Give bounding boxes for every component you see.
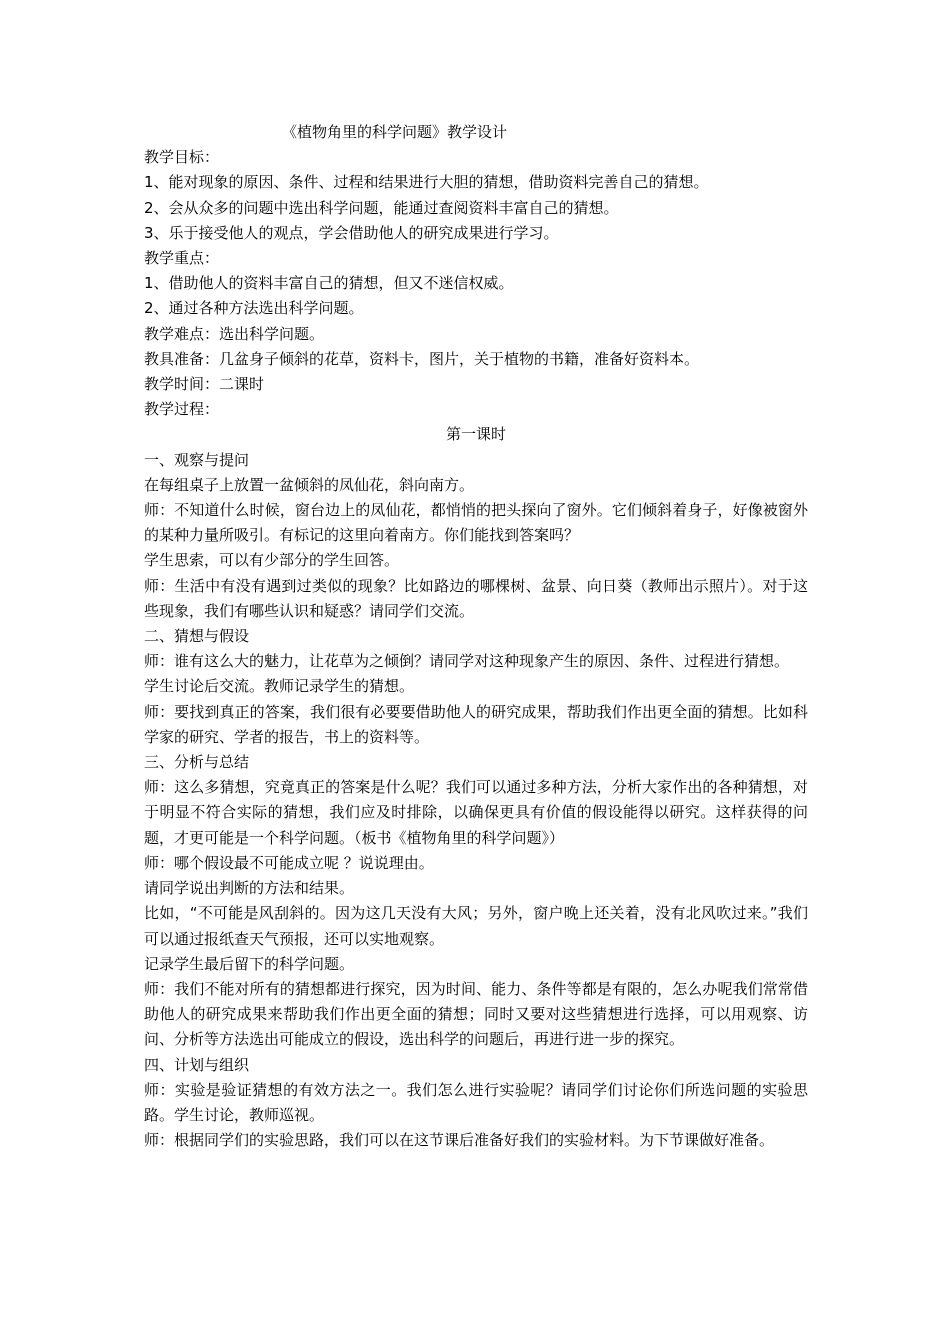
section-3-paragraph: 师：哪个假设最不可能成立呢 ？说说理由。 [144,853,434,872]
key-point-1: 1、借助他人的资料丰富自己的猜想，但又不迷信权威。 [144,274,514,293]
goal-item-1: 1、能对现象的原因、条件、过程和结果进行大胆的猜想，借助资料完善自己的猜想。 [144,173,709,192]
section-3-heading: 三、分析与总结 [144,753,250,772]
section-1-heading: 一、观察与提问 [144,450,250,469]
section-2-paragraph: 师：要找到真正的答案，我们很有必要要借助他人的研究成果，帮助我们作出更全面的猜想。比如科学家的研究、学者的报告，书上的资料等。 [144,702,808,746]
goal-item-2: 2、会从众多的问题中选出科学问题，能通过查阅资料丰富自己的猜想。 [144,198,619,217]
goal-item-3: 3、乐于接受他人的观点，学会借助他人的研究成果进行学习。 [144,223,559,242]
key-point-2: 2、通过各种方法选出科学问题。 [144,299,364,318]
section-3-paragraph: 比如，“不可能是风刮斜的。因为这几天没有大风；另外，窗户晚上还关着，没有北风吹过来。”我们可以通过报纸查天气预报，还可以实地观察。 [144,904,808,948]
section-2-heading: 二、猜想与假设 [144,627,250,646]
section-3-paragraph: 请同学说出判断的方法和结果。 [144,879,355,898]
document-title: 《植物角里的科学问题》教学设计 [282,123,508,141]
section-1-paragraph: 师：生活中有没有遇到过类似的现象？比如路边的哪棵树、盆景、向日葵（教师出示照片）。对于这些现象，我们有哪些认识和疑惑？请同学们交流。 [144,576,808,620]
document-body [144,120,808,1153]
section-4-paragraph: 师：实验是验证猜想的有效方法之一。我们怎么进行实验呢？请同学们讨论你们所选问题的实验思路。学生讨论，教师巡视。 [144,1080,808,1124]
process-heading: 教学过程： [144,400,220,419]
section-3-paragraph: 记录学生最后留下的科学问题。 [144,954,355,973]
section-1-paragraph: 在每组桌子上放置一盆倾斜的凤仙花，斜向南方。 [144,475,475,494]
section-1-paragraph: 学生思索，可以有少部分的学生回答。 [144,551,400,570]
section-4-paragraph: 师：根据同学们的实验思路，我们可以在这节课后准备好我们的实验材料。为下节课做好准备。 [144,1131,775,1150]
section-2-paragraph: 学生讨论后交流。教师记录学生的猜想。 [144,677,415,696]
time-line: 教学时间：二课时 [144,375,265,394]
difficulty-line: 教学难点：选出科学问题。 [144,324,325,343]
section-3-paragraph: 师：我们不能对所有的猜想都进行探究，因为时间、能力、条件等都是有限的，怎么办呢我们常常借助他人的研究成果来帮助我们作出更全面的猜想；同时又要对这些猜想进行选择，可以用观察、访问、分析等方法选出可能成立的假设，选出科学的问题后，再进行进一步的探究。 [144,979,808,1049]
materials-line: 教具准备：几盆身子倾斜的花草，资料卡，图片，关于植物的书籍，准备好资料本。 [144,349,700,368]
section-4-heading: 四、计划与组织 [144,1055,250,1074]
goals-heading: 教学目标： [144,148,220,167]
section-1-paragraph: 师：不知道什么时候，窗台边上的凤仙花，都悄悄的把头探向了窗外。它们倾斜着身子，好像被窗外的某种力量所吸引。有标记的这里向着南方。你们能找到答案吗？ [144,501,808,545]
key-points-heading: 教学重点： [144,249,220,268]
lesson-one-heading: 第一课时 [445,425,506,444]
section-3-paragraph: 师：这么多猜想，究竟真正的答案是什么呢？我们可以通过多种方法，分析大家作出的各种猜想，对于明显不符合实际的猜想，我们应及时排除，以确保更具有价值的假设能得以研究。这样获得的问题，才更可能是一个科学问题。（板书《植物角里的科学问题》） [144,778,808,847]
section-2-paragraph: 师：谁有这么大的魅力，让花草为之倾倒？请同学对这种现象产生的原因、条件、过程进行猜想。 [144,652,790,671]
